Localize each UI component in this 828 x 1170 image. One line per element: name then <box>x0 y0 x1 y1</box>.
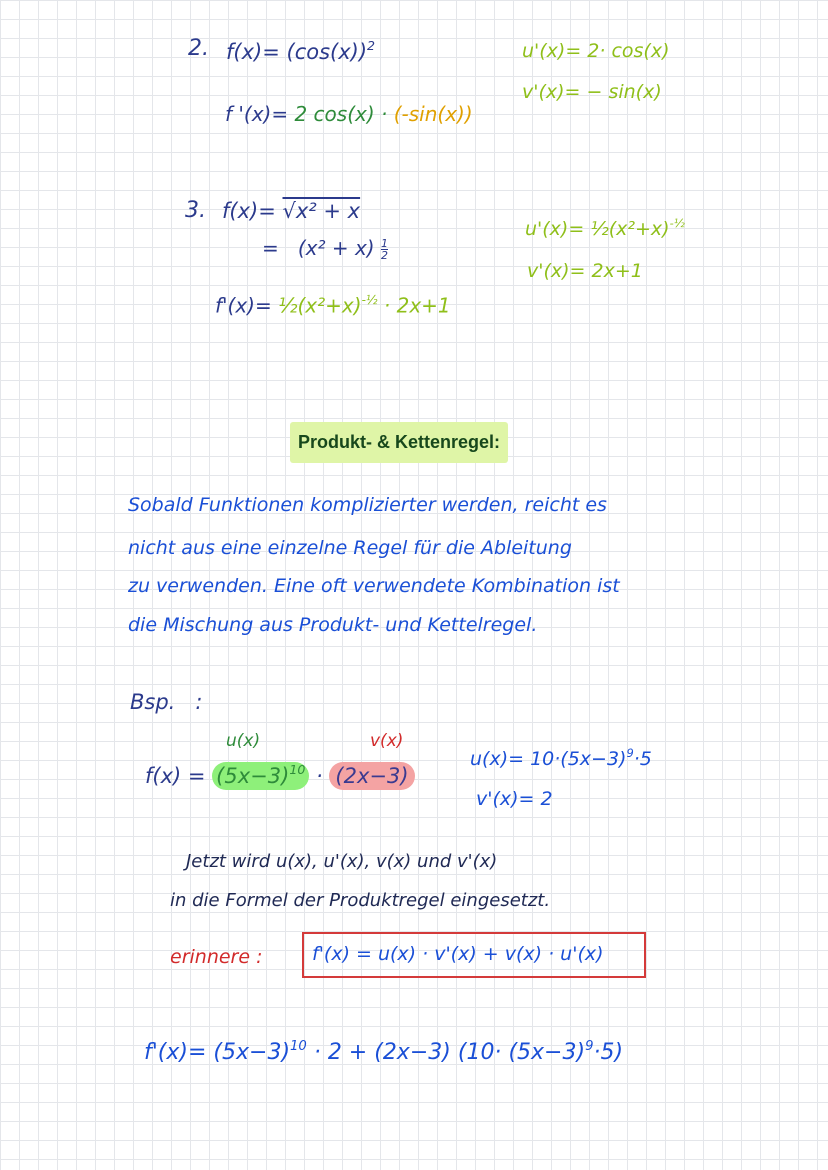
ex3-power-den: 2 <box>380 249 388 262</box>
example-label <box>130 692 202 713</box>
ex3-u-prime-lhs: u'(x)= <box>525 217 585 240</box>
ex3-u-prime <box>525 218 685 239</box>
example-u-prime-exp: 9 <box>626 746 634 760</box>
result-base2: (5x−3) <box>508 1040 586 1066</box>
paragraph-line-3: zu verwenden. Eine oft verwendete Kombination ist <box>128 575 620 597</box>
section-banner: Produkt- & Kettenregel: <box>290 422 508 463</box>
example-v-term: (2x−3) <box>329 762 414 790</box>
ex3-fprime-exp: -½ <box>361 293 378 307</box>
ex3-eq-sign: = <box>262 236 279 260</box>
paragraph-line-4: die Mischung aus Produkt- und Kettelregel. <box>128 614 538 636</box>
example-function <box>145 764 415 787</box>
example-v-prime: v'(x)= 2 <box>476 788 553 810</box>
ex2-fprime-b: (-sin(x)) <box>393 102 473 126</box>
result-exp1: 10 <box>290 1039 307 1054</box>
ex3-function <box>222 201 360 222</box>
example-u-term-exp: 10 <box>289 762 306 777</box>
ex3-u-prime-rhs: ½(x²+x) <box>590 217 670 240</box>
insert-line-1: Jetzt wird u(x), u'(x), v(x) und v'(x) <box>186 851 498 872</box>
ex3-fprime-coef: ½ <box>278 293 298 318</box>
ex3-derivative <box>215 293 451 318</box>
ex2-number: 2. <box>188 36 209 61</box>
ex2-function <box>226 40 375 63</box>
paragraph-line-1: Sobald Funktionen komplizierter werden, reicht es <box>128 494 607 516</box>
ex3-power-exponent <box>381 238 388 261</box>
example-u-term-base: (5x−3) <box>216 763 290 788</box>
ex3-f-lhs: f(x)= <box>222 199 276 223</box>
ex3-u-prime-exp: -½ <box>669 216 685 230</box>
result-equation <box>144 1040 623 1064</box>
ex2-u-prime: u'(x)= 2· cos(x) <box>522 40 670 62</box>
example-u-label: u(x) <box>226 731 261 751</box>
result-lhs: f'(x)= <box>144 1040 207 1066</box>
ex2-f-rhs: (cos(x)) <box>286 39 368 64</box>
ex3-number: 3. <box>185 198 206 223</box>
example-u-prime-main: u(x)= 10·(5x−3) <box>470 747 627 770</box>
product-rule-formula: f'(x) = u(x) · v'(x) + v(x) · u'(x) <box>312 943 604 965</box>
ex3-power-form <box>262 238 388 261</box>
example-u-term <box>212 762 309 790</box>
result-mid: · 2 + (2x−3) <box>313 1040 451 1066</box>
ex2-fprime-lhs: f '(x)= <box>225 102 289 126</box>
example-u-prime-tail: ·5 <box>633 747 652 770</box>
ex2-f-exp: 2 <box>367 38 376 53</box>
ex3-f-root: √x² + x <box>282 199 361 223</box>
example-dot: · <box>316 763 323 788</box>
remember-label: erinnere : <box>170 946 263 968</box>
example-v-label: v(x) <box>370 731 404 751</box>
ex3-v-prime: v'(x)= 2x+1 <box>527 260 643 282</box>
paragraph-line-2: nicht aus eine einzelne Regel für die Ableitung <box>128 537 572 559</box>
example-u-prime <box>470 748 652 769</box>
result-base1: (5x−3) <box>213 1040 291 1066</box>
ex3-fprime-tail: · 2x+1 <box>383 293 451 318</box>
ex2-fprime-a: 2 cos(x) · <box>294 102 388 126</box>
ex2-f-lhs: f(x)= <box>226 39 280 64</box>
ex3-power-base: (x² + x) <box>297 236 375 260</box>
example-label-colon: : <box>195 690 203 714</box>
result-exp2: 9 <box>585 1039 594 1054</box>
ex3-power-num: 1 <box>380 237 388 250</box>
result-tail: ·5) <box>593 1040 624 1066</box>
ex2-v-prime: v'(x)= − sin(x) <box>522 81 662 103</box>
ex3-fprime-base: (x²+x) <box>297 293 362 318</box>
ex3-fprime-lhs: f'(x)= <box>215 293 272 318</box>
example-label-text: Bsp. <box>130 690 176 714</box>
result-paren-open: (10· <box>457 1040 502 1066</box>
insert-line-2: in die Formel der Produktregel eingesetzt. <box>170 890 551 911</box>
ex2-derivative <box>225 104 473 124</box>
example-f-lhs: f(x) = <box>145 763 206 788</box>
